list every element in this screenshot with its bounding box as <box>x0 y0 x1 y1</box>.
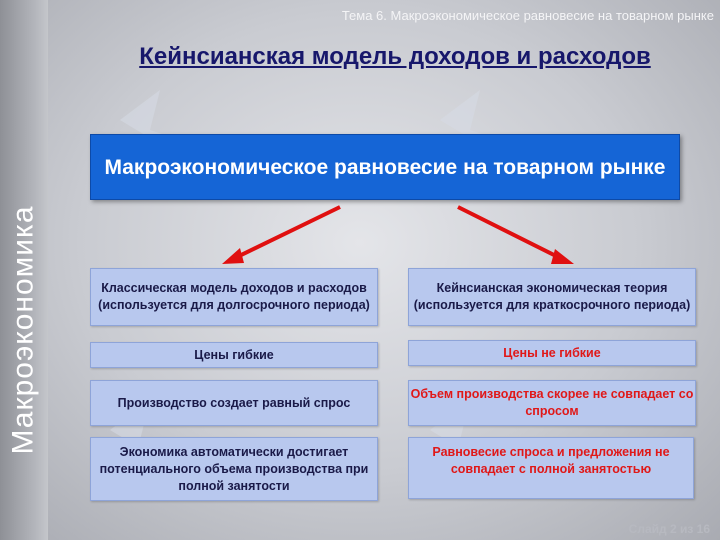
keynesian-item-equilibrium <box>408 437 694 499</box>
classical-model-header-text: Классическая модель доходов и расходов (используется для долгосрочного периода) <box>98 281 370 312</box>
keynesian-item-equilibrium-text: Равновесие спроса и предложения не совпадает с полной занятостью <box>432 445 670 476</box>
keynesian-item-prices <box>408 340 696 366</box>
classical-item-production <box>90 380 378 426</box>
topic-header: Тема 6. Макроэкономическое равновесие на товарном рынке <box>341 8 714 23</box>
banner-text: Макроэкономическое равновесие на товарном рынке <box>104 155 666 179</box>
keynesian-theory-header <box>408 268 696 326</box>
keynesian-item-prices-text: Цены не гибкие <box>503 345 601 360</box>
classical-item-economy-text: Экономика автоматически достигает потенциального объема производства при полной занятости <box>99 444 369 493</box>
side-title-text: Макроэкономика <box>7 205 41 455</box>
classical-item-production-text: Производство создает равный спрос <box>117 395 351 410</box>
keynesian-item-production <box>408 380 696 426</box>
classical-item-economy <box>90 437 378 501</box>
classical-model-header <box>90 268 378 326</box>
classical-item-prices <box>90 342 378 368</box>
keynesian-theory-header-text: Кейнсианская экономическая теория (используется для краткосрочного периода) <box>413 281 691 312</box>
slide-title: Кейнсианская модель доходов и расходов <box>139 43 651 70</box>
banner <box>90 134 680 200</box>
slide-counter: Слайд 2 из 16 <box>628 522 710 536</box>
classical-item-prices-text: Цены гибкие <box>194 347 274 362</box>
keynesian-item-production-text: Объем производства скорее не совпадает со спросом <box>410 387 694 418</box>
